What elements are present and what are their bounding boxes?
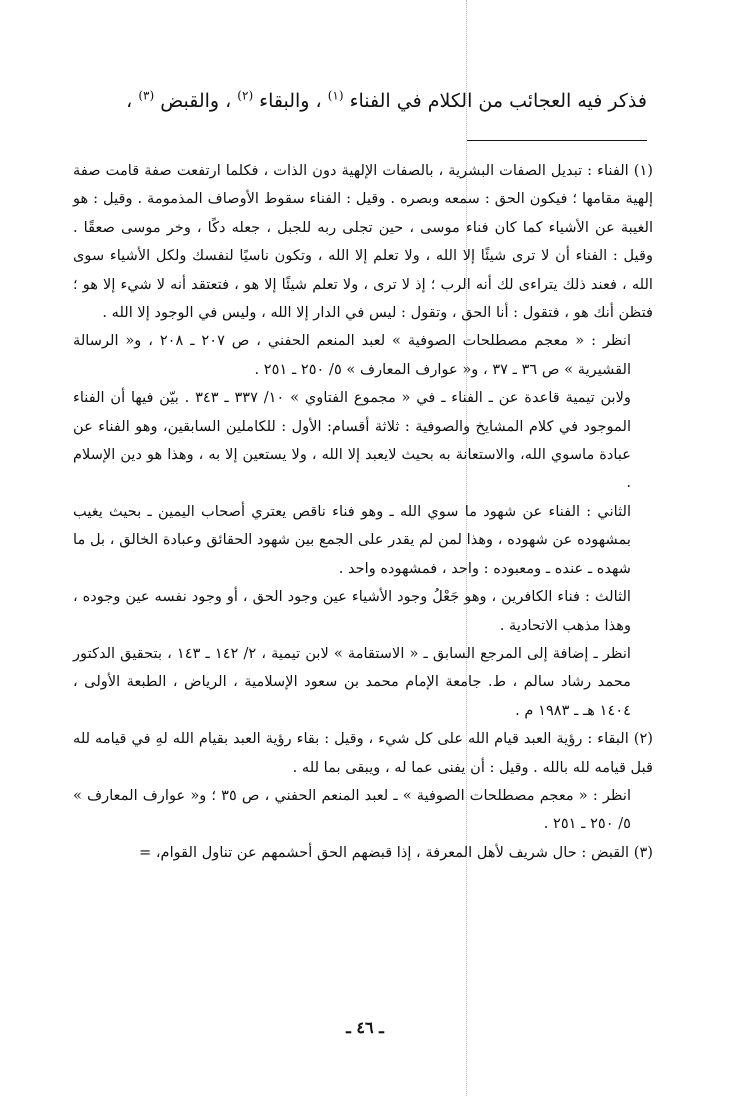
main-text-end: ،	[126, 90, 133, 112]
main-text: فذكر فيه العجائب من الكلام في الفناء	[349, 90, 647, 112]
footnote-ref-2: (٢)	[237, 88, 254, 103]
main-text-separator-1: ، والبقاء	[253, 90, 322, 112]
footnote-ref-3: (٣)	[138, 88, 155, 103]
footnote-1-reference: انظر : « معجم مصطلحات الصوفية » لعبد المنعم الحفني ، ص ٢٠٧ ـ ٢٠٨ ، و« الرسالة القشيرية » ص ٣٦ ـ ٣٧ ، و« عوارف المعارف » ٥/ ٢٥٠ ـ ٢٥١ .	[73, 332, 631, 378]
page-number: ـ ٤٦ ـ	[346, 1018, 384, 1037]
main-text-line	[87, 86, 647, 116]
footnote-1-third-type: الثالث : فناء الكافرين ، وهو جَعْلُ وجود الأشياء عين وجود الحق ، أو وجود نفسه عين وجوده ، وهذا مذهب الاتحادية .	[73, 588, 631, 634]
footnote-2-baqa: (٢) البقاء : رؤية العبد قيام الله على كل شيء ، وقيل : بقاء رؤية العبد بقيام الله لهِ في قيامه لله قبل قيامه لله بالله . وقيل : أن يفنى عما له ، ويبقى بما لله .	[73, 730, 653, 776]
footnote-separator-rule	[467, 140, 647, 141]
footnote-1-fana: (١) الفناء : تبديل الصفات البشرية ، بالصفات الإلهية دون الذات ، فكلما ارتفعت صفة قامت صفة إلهية مقامها ؛ فيكون الحق : سمعه وبصره . وقيل : الفناء سقوط الأوصاف المذمومة . وقيل : هو الغيبة عن الأشياء كما كان فناء موسى ، حين تجلى ربه للجبل ، جعله دكًا ، وخر موسى صعقًا . وقيل : الفناء أن لا ترى شيئًا إلا الله ، ولا تعلم إلا الله ، وتكون ناسيًا لنفسك ولكل الأشياء سوى الله ، فعند ذلك يتراءى لك أنه الرب ؛ إذ لا ترى ، ولا تعلم شيئًا إلا هو ، فتعتقد أنه لا شيء إلا هو ؛ فتظن أنك هو ، فتقول : أنا الحق ، وتقول : ليس في الدار إلا الله ، وليس في الوجود إلا الله .	[73, 162, 653, 322]
footnote-1-ibn-taymiyya: ولابن تيمية قاعدة عن ـ الفناء ـ في « مجموع الفتاوي » ١٠/ ٣٣٧ ـ ٣٤٣ . بيّن فيها أن الفناء الموجود في كلام المشايخ والصوفية : ثلاثة أقسام: الأول : للكاملين السابقين، وهو الفناء عن عبادة ماسوي الله، والاستعانة به بحيث لايعبد إلا الله ، ولا يستعين إلا به ، وهذا هو دين الإسلام .	[73, 389, 631, 492]
footnote-1-second-type: الثاني : الفناء عن شهود ما سوي الله ـ وهو فناء ناقص يعتري أصحاب اليمين ـ بحيث يغيب بمشهوده عن شهوده ، وهذا لمن لم يقدر على الجمع بين شهود الحقائق وعبادة الخالق ، بل ما شهده ـ عنده ـ ومعبوده : واحد ، فمشهوده واحد .	[73, 502, 631, 577]
main-text-separator-2: ، والقبض	[154, 90, 232, 112]
footnote-1-further-reference: انظر ـ إضافة إلى المرجع السابق ـ « الاستقامة » لابن تيمية ، ٢/ ١٤٢ ـ ١٤٣ ، بتحقيق الدكتور محمد رشاد سالم ، ط. جامعة الإمام محمد بن سعود الإسلامية ، الرياض ، الطبعة الأولى ، ١٤٠٤ هـ ـ ١٩٨٣ م .	[73, 644, 631, 719]
footnotes	[73, 157, 653, 867]
footnote-3-qabd: (٣) القبض : حال شريف لأهل المعرفة ، إذا قبضهم الحق أحشمهم عن تناول القوام، =	[138, 843, 653, 861]
footnote-ref-1: (١)	[327, 88, 344, 103]
footnote-2-reference: انظر : « معجم مصطلحات الصوفية » ـ لعبد المنعم الحفني ، ص ٣٥ ؛ و« عوارف المعارف » ٥/ ٢٥٠ ـ ٢٥١ .	[73, 786, 631, 833]
